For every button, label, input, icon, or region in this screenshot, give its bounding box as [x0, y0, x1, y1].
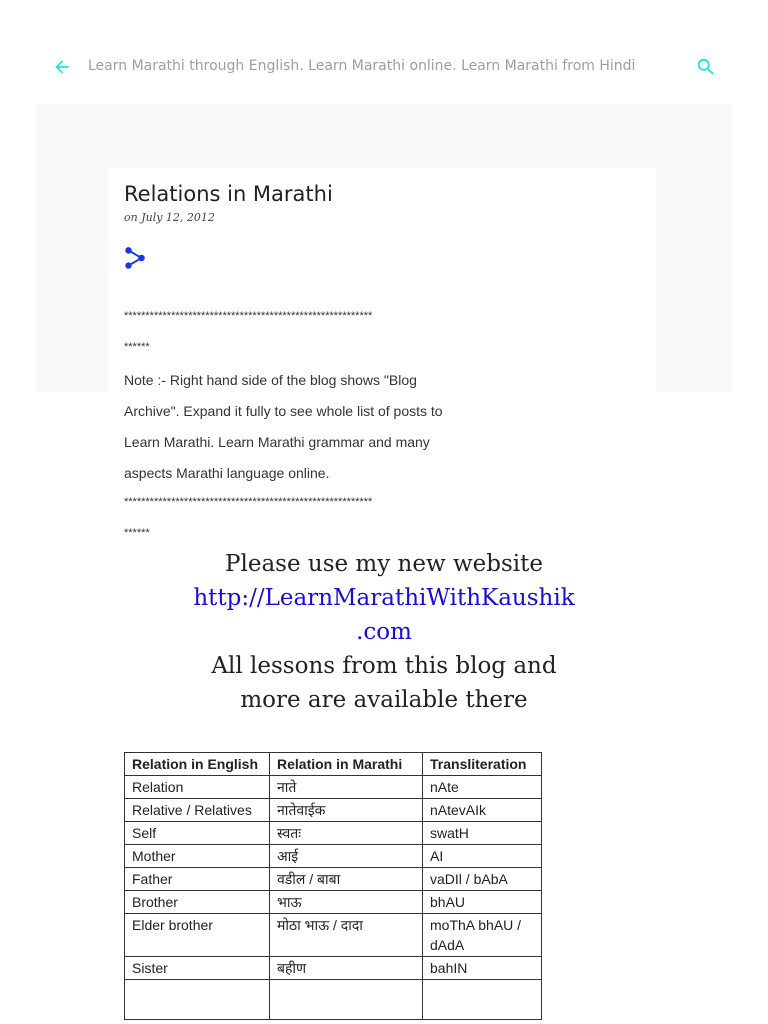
table-row: [125, 822, 542, 845]
top-bar: [0, 40, 768, 94]
table-cell: Father: [125, 868, 270, 891]
table-cell: Relation: [125, 776, 270, 799]
table-cell: Elder brother: [125, 914, 270, 957]
post-title[interactable]: Relations in Marathi: [124, 182, 333, 206]
column-header: Transliteration: [423, 753, 542, 776]
table-cell: स्वतः: [270, 822, 423, 845]
table-cell: बहीण: [270, 957, 423, 980]
table-cell: nAtevAIk: [423, 799, 542, 822]
website-link[interactable]: [124, 585, 644, 611]
note-line: Note :- Right hand side of the blog shows "Blog: [124, 372, 417, 388]
table-cell: bahIN: [423, 957, 542, 980]
column-header: Relation in English: [125, 753, 270, 776]
table-cell: नातेवाईक: [270, 799, 423, 822]
table-row: [125, 776, 542, 799]
relations-table: [124, 752, 542, 1020]
website-link[interactable]: [124, 619, 644, 645]
post-date[interactable]: on July 12, 2012: [124, 211, 215, 224]
back-button[interactable]: [48, 53, 76, 81]
share-icon: [122, 245, 148, 271]
note-line: Archive". Expand it fully to see whole list of posts to: [124, 403, 443, 419]
separator-stars: ******: [124, 527, 150, 539]
table-row: [125, 845, 542, 868]
table-cell: bhAU: [423, 891, 542, 914]
share-button[interactable]: [122, 245, 148, 271]
separator-stars: **********************************************************: [124, 310, 373, 322]
site-title[interactable]: Learn Marathi through English. Learn Marathi online. Learn Marathi from Hindi: [88, 58, 636, 74]
note-line: Learn Marathi. Learn Marathi grammar and many: [124, 434, 430, 450]
table-cell: मोठा भाऊ / दादा: [270, 914, 423, 957]
table-cell: Brother: [125, 891, 270, 914]
table-cell: swatH: [423, 822, 542, 845]
table-row: [125, 980, 542, 1020]
search-icon: [695, 56, 717, 78]
separator-stars: **********************************************************: [124, 496, 373, 508]
table-row: [125, 868, 542, 891]
table-cell: nAte: [423, 776, 542, 799]
note-line: aspects Marathi language online.: [124, 465, 330, 481]
table-cell: Self: [125, 822, 270, 845]
promo-text: more are available there: [240, 687, 528, 713]
promo-text: All lessons from this blog and: [211, 653, 557, 679]
promo-text: Please use my new website: [225, 551, 543, 577]
table-cell: moThA bhAU / dAdA: [423, 914, 542, 957]
table-cell: [423, 980, 542, 1020]
table-cell: Relative / Relatives: [125, 799, 270, 822]
table-cell: [125, 980, 270, 1020]
table-cell: Sister: [125, 957, 270, 980]
table-cell: Mother: [125, 845, 270, 868]
table-cell: vaDIl / bAbA: [423, 868, 542, 891]
table-cell: नाते: [270, 776, 423, 799]
table-row: [125, 891, 542, 914]
search-button[interactable]: [692, 53, 720, 81]
table-cell: वडील / बाबा: [270, 868, 423, 891]
table-row: [125, 957, 542, 980]
table-cell: आई: [270, 845, 423, 868]
table-header-row: [125, 753, 542, 776]
website-link-text[interactable]: .com: [356, 619, 412, 645]
table-row: [125, 914, 542, 957]
table-cell: AI: [423, 845, 542, 868]
website-link-text[interactable]: http://LearnMarathiWithKaushik: [193, 585, 575, 611]
column-header: Relation in Marathi: [270, 753, 423, 776]
table-cell: [270, 980, 423, 1020]
separator-stars: ******: [124, 341, 150, 353]
table-cell: भाऊ: [270, 891, 423, 914]
table-row: [125, 799, 542, 822]
arrow-left-icon: [52, 57, 72, 77]
